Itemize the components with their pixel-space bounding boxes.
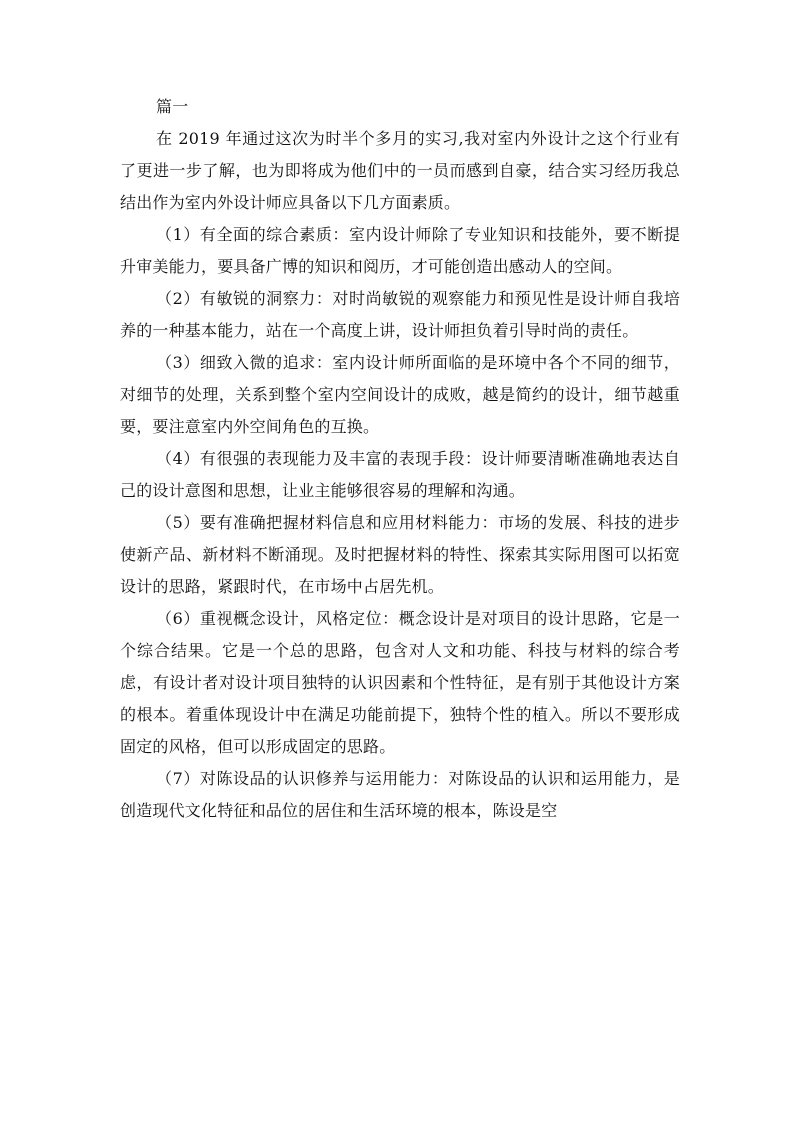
paragraph-item-3: （3）细致入微的追求：室内设计师所面临的是环境中各个不同的细节，对细节的处理，关系到整个室内空间设计的成败，越是简约的设计，细节越重要，要注意室内外空间角色的互换。 <box>120 353 680 436</box>
paragraph-intro: 在 2019 年通过这次为时半个多月的实习,我对室内外设计之这个行业有了更进一步了解，也为即将成为他们中的一员而感到自豪，结合实习经历我总结出作为室内外设计师应具备以下几方面素质。 <box>120 129 680 212</box>
paragraph-item-6: （6）重视概念设计，风格定位：概念设计是对项目的设计思路，它是一个综合结果。它是一个总的思路，包含对人文和功能、科技与材料的综合考虑，有设计者对设计项目独特的认识因素和个性特征，是有别于其他设计方案的根本。着重体现设计中在满足功能前提下，独特个性的植入。所以不要形成固定的风格，但可以形成固定的思路。 <box>120 609 680 756</box>
document-body <box>120 91 680 827</box>
section-heading: 篇一 <box>156 97 189 116</box>
paragraph-item-4: （4）有很强的表现能力及丰富的表现手段：设计师要清晰准确地表达自己的设计意图和思想，让业主能够很容易的理解和沟通。 <box>120 449 680 500</box>
paragraph-item-7: （7）对陈设品的认识修养与运用能力：对陈设品的认识和运用能力，是创造现代文化特征和品位的居住和生活环境的根本，陈设是空 <box>120 769 680 820</box>
paragraph-item-5: （5）要有准确把握材料信息和应用材料能力：市场的发展、科技的进步使新产品、新材料不断涌现。及时把握材料的特性、探索其实际用图可以拓宽设计的思路，紧跟时代，在市场中占居先机。 <box>120 513 680 596</box>
paragraph-item-2: （2）有敏锐的洞察力：对时尚敏锐的观察能力和预见性是设计师自我培养的一种基本能力，站在一个高度上讲，设计师担负着引导时尚的责任。 <box>120 289 680 340</box>
paragraph-item-1: （1）有全面的综合素质：室内设计师除了专业知识和技能外，要不断提升审美能力，要具备广博的知识和阅历，才可能创造出感动人的空间。 <box>120 225 680 276</box>
